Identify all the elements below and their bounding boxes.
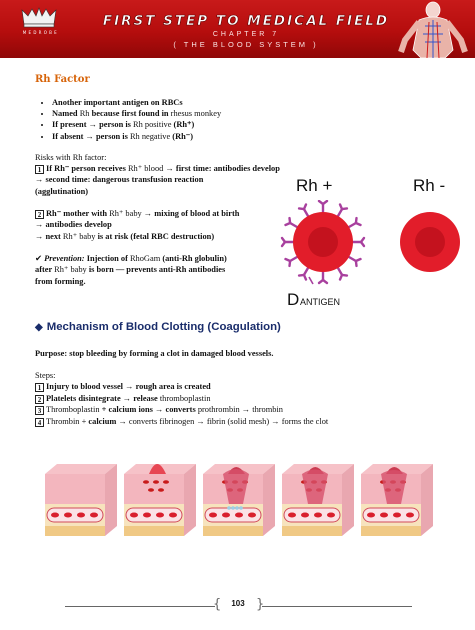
risk-text: Rh⁻ mother with — [46, 209, 110, 218]
antigen-spike — [282, 242, 285, 246]
step-number-box: 1 — [35, 165, 44, 174]
diamond-icon: ◆ — [35, 322, 43, 333]
clot-stage-4 — [282, 464, 354, 536]
risks-heading: Risks with Rh factor: — [35, 153, 107, 162]
footer-line-right — [262, 606, 412, 607]
rh-bullet-list — [52, 97, 221, 142]
rh-negative-cell-icon — [400, 212, 460, 272]
prevention-text: from forming. — [35, 276, 86, 286]
antigen-label: ANTIGEN — [300, 297, 341, 307]
antigen-spike — [356, 218, 357, 223]
clotting-section-title — [35, 321, 281, 333]
rh-cells-figure — [275, 200, 465, 295]
antigen-spike — [356, 259, 361, 261]
risk-text: Rh⁺ blood — [127, 164, 164, 173]
antigen-spike — [342, 275, 347, 276]
prevention-text: (anti-Rh globulin) — [160, 254, 227, 263]
prevention-text: RhoGam — [129, 254, 161, 263]
purpose-text: Purpose: stop bleeding by forming a clot in damaged blood vessels. — [35, 349, 274, 358]
bullet-text: If present → person is — [52, 120, 134, 130]
brace-left-icon: { — [213, 597, 222, 612]
risk-text: Rh⁺ baby — [62, 231, 96, 241]
step-number-box: 1 — [35, 383, 44, 392]
risk-2 — [35, 208, 280, 242]
clot-stage-3 — [203, 464, 275, 536]
risk-text: If Rh⁻ person — [46, 164, 96, 173]
antigen-spike — [289, 261, 290, 266]
brace-right-icon: } — [256, 597, 265, 612]
prevention-text: Rh⁺ baby — [54, 265, 87, 275]
risk-text: → antibodies develop — [35, 220, 112, 230]
list-item — [35, 393, 455, 404]
list-item — [52, 108, 221, 119]
anatomy-figure-icon — [393, 0, 473, 58]
d-antigen-letter: D — [287, 290, 300, 309]
bullet-text: rhesus monkey — [170, 109, 222, 119]
logo-icon — [14, 6, 64, 30]
rh-negative-label: Rh - — [413, 176, 446, 195]
chapter-label: CHAPTER 7 — [212, 31, 280, 38]
list-item — [52, 119, 221, 130]
prevention-text: Injection of — [84, 254, 130, 263]
step-text: Platelets disintegrate → release — [46, 393, 160, 403]
bullet-text: Named — [52, 109, 80, 119]
rh-positive-label: Rh + — [296, 176, 333, 195]
rh-positive-cell-icon — [282, 201, 364, 283]
antigen-spike — [285, 223, 290, 225]
step-text: + calcium ions → converts — [99, 405, 198, 415]
step-text: Thromboplastin — [46, 405, 100, 415]
list-item — [35, 381, 455, 392]
rh-factor-title: Rh Factor — [35, 74, 90, 85]
antigen-spike — [323, 280, 327, 283]
clotting-title-text: Mechanism of Blood Clotting (Coagulation) — [46, 321, 281, 333]
step-text: Injury to blood vessel → rough area is created — [46, 382, 211, 392]
antigen-spike — [340, 204, 342, 209]
bullet-text: (Rh⁺) — [171, 120, 195, 130]
risk-text: → first time: antibodies develop — [163, 164, 280, 173]
risk-text: is at risk (fetal RBC destruction) — [95, 231, 215, 241]
step-number-box: 3 — [35, 406, 44, 415]
clot-stage-1 — [45, 464, 117, 536]
bullet-text: because first found in — [89, 109, 171, 119]
steps-list — [35, 370, 455, 427]
checkmark-icon: ✔ — [35, 254, 43, 263]
list-item — [35, 404, 455, 415]
antigen-spike — [361, 238, 364, 242]
clotting-stages-illustration — [40, 452, 440, 544]
clot-stage-2 — [124, 464, 196, 536]
list-item — [52, 131, 221, 142]
antigen-spike — [299, 208, 304, 209]
bullet-text: (Rh⁻) — [170, 131, 194, 141]
step-number-box: 4 — [35, 418, 44, 427]
list-item — [52, 97, 221, 108]
risk-text: → mixing of blood at birth — [141, 209, 240, 218]
bullet-text: Another important antigen on RBCs — [52, 98, 183, 107]
header-title: FIRST STEP TO MEDICAL FIELD — [102, 13, 390, 29]
antigen-spike — [319, 201, 323, 204]
bullet-text: Rh positive — [133, 120, 172, 130]
risk-text: receives — [95, 164, 128, 173]
logo-text: M E D R O B E — [22, 30, 58, 35]
risk-1 — [35, 163, 280, 197]
bullet-text: Rh negative — [129, 131, 171, 141]
page-number: 103 — [231, 599, 245, 608]
chapter-subtitle: ( THE BLOOD SYSTEM ) — [173, 40, 319, 49]
clot-stage-5 — [361, 464, 433, 536]
step-text: Thrombin + — [46, 416, 89, 426]
step-number-box: 2 — [35, 210, 44, 219]
risk-text: → second time: dangerous transfusion reaction — [35, 175, 204, 185]
header-banner — [0, 0, 475, 58]
step-text: thromboplastin — [159, 393, 211, 403]
antigen-spike — [304, 275, 306, 280]
prevention-text: is born — prevents anti-Rh antibodies — [86, 265, 226, 275]
step-text: prothrombin → thrombin — [197, 405, 283, 415]
risk-text: → next — [35, 231, 63, 241]
step-number-box: 2 — [35, 395, 44, 404]
prevention-label: Prevention: — [44, 254, 85, 263]
bullet-text: If absent → person is — [52, 131, 130, 141]
list-item — [35, 416, 455, 427]
prevention-note — [35, 253, 280, 287]
prevention-text: after — [35, 265, 55, 275]
steps-heading: Steps: — [35, 371, 56, 380]
step-text: calcium — [88, 416, 117, 426]
footer-line-left — [65, 606, 215, 607]
bullet-text: Rh — [79, 109, 90, 119]
step-text: → converts fibrinogen → fibrin (solid mesh) → forms the clot — [116, 416, 329, 426]
risk-text: Rh⁺ baby — [109, 209, 142, 218]
risk-text: (agglutination) — [35, 186, 89, 196]
